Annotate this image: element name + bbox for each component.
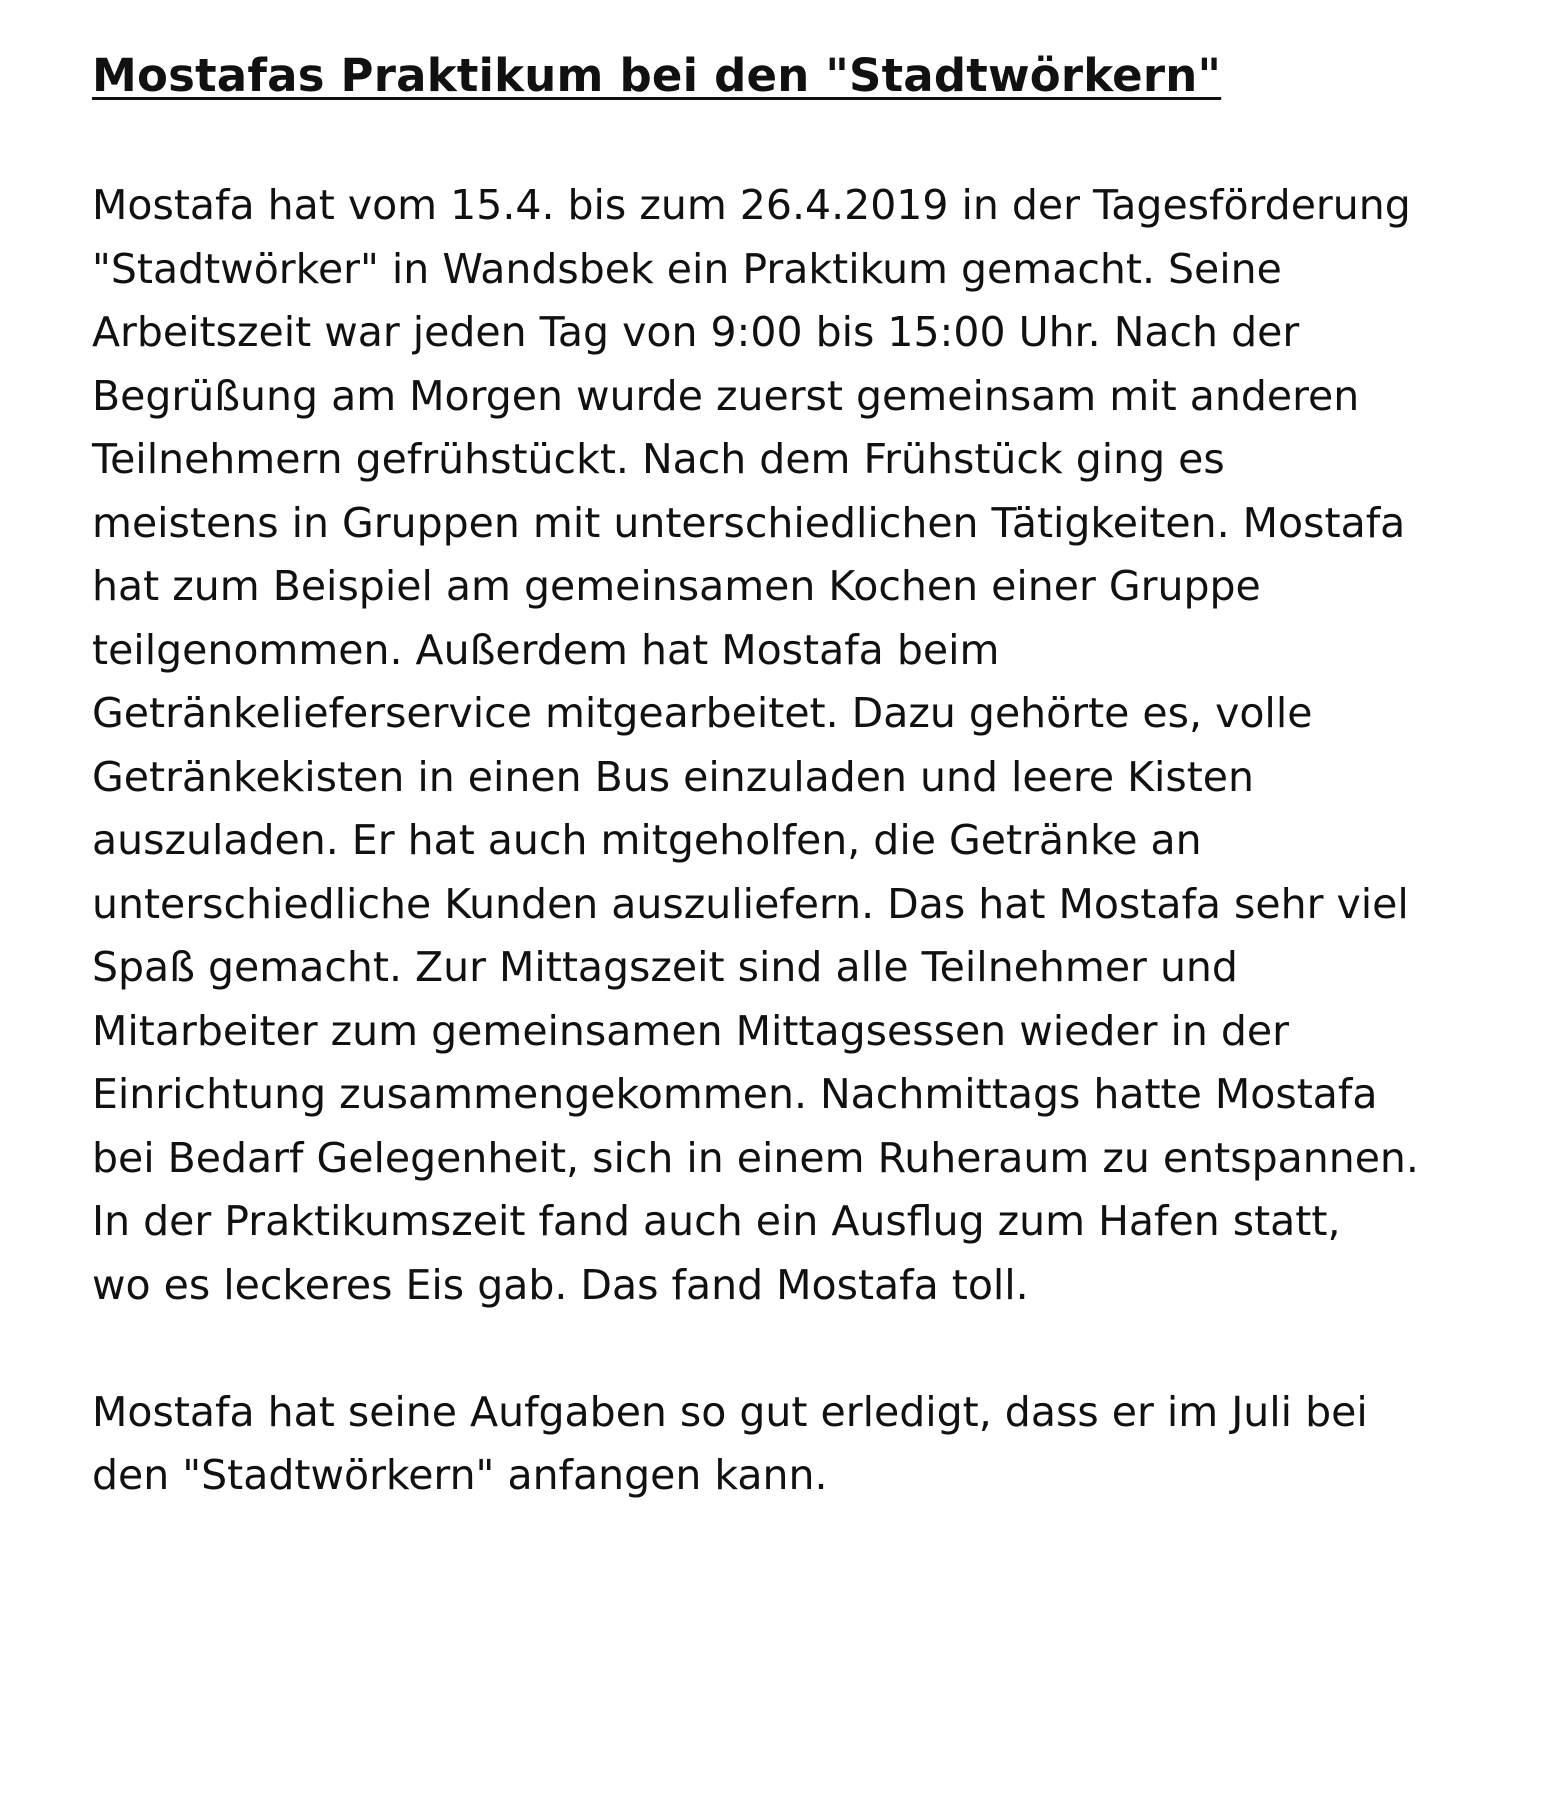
paragraph-line: In der Praktikumszeit fand auch ein Ausflug zum Hafen statt, bbox=[92, 1197, 1341, 1245]
paragraph-line: Spaß gemacht. Zur Mittagszeit sind alle Teilnehmer und bbox=[92, 943, 1238, 991]
paragraph-line: bei Bedarf Gelegenheit, sich in einem Ruheraum zu entspannen. bbox=[92, 1133, 1419, 1182]
paragraph-line: wo es leckeres Eis gab. Das fand Mostafa toll. bbox=[92, 1260, 1029, 1309]
paragraph-line: teilgenommen. Außerdem hat Mostafa beim bbox=[92, 625, 1000, 674]
document-body bbox=[92, 174, 1512, 1508]
paragraph-spacer bbox=[92, 1317, 1512, 1381]
paragraph-line: den "Stadtwörkern" anfangen kann. bbox=[92, 1451, 828, 1499]
paragraph-line: Arbeitszeit war jeden Tag von 9:00 bis 15:00 Uhr. Nach der bbox=[92, 308, 1300, 356]
paragraph-line: Einrichtung zusammengekommen. Nachmittags hatte Mostafa bbox=[92, 1070, 1378, 1118]
paragraph-line: Mitarbeiter zum gemeinsamen Mittagsessen wieder in der bbox=[92, 1006, 1290, 1055]
paragraph-line: Begrüßung am Morgen wurde zuerst gemeinsam mit anderen bbox=[92, 371, 1360, 420]
paragraph-line: "Stadtwörker" in Wandsbek ein Praktikum gemacht. Seine bbox=[92, 244, 1282, 293]
paragraph-line: Getränkekisten in einen Bus einzuladen und leere Kisten bbox=[92, 752, 1255, 801]
paragraph-line: Mostafa hat vom 15.4. bis zum 26.4.2019 in der Tagesförderung bbox=[92, 181, 1411, 229]
paragraph-line: hat zum Beispiel am gemeinsamen Kochen einer Gruppe bbox=[92, 562, 1261, 610]
paragraph-line: unterschiedliche Kunden auszuliefern. Das hat Mostafa sehr viel bbox=[92, 879, 1409, 928]
paragraph-line: Getränkelieferservice mitgearbeitet. Dazu gehörte es, volle bbox=[92, 689, 1313, 737]
paragraph-line: Teilnehmern gefrühstückt. Nach dem Frühstück ging es bbox=[92, 435, 1225, 483]
document-title: Mostafas Praktikum bei den "Stadtwörkern" bbox=[92, 49, 1222, 102]
paragraph-line: auszuladen. Er hat auch mitgeholfen, die Getränke an bbox=[92, 816, 1202, 864]
paragraph-line: meistens in Gruppen mit unterschiedlichen Tätigkeiten. Mostafa bbox=[92, 498, 1406, 547]
paragraph-line: Mostafa hat seine Aufgaben so gut erledigt, dass er im Juli bei bbox=[92, 1387, 1368, 1436]
paragraph-2 bbox=[92, 1381, 1512, 1508]
paragraph-1 bbox=[92, 174, 1512, 1317]
